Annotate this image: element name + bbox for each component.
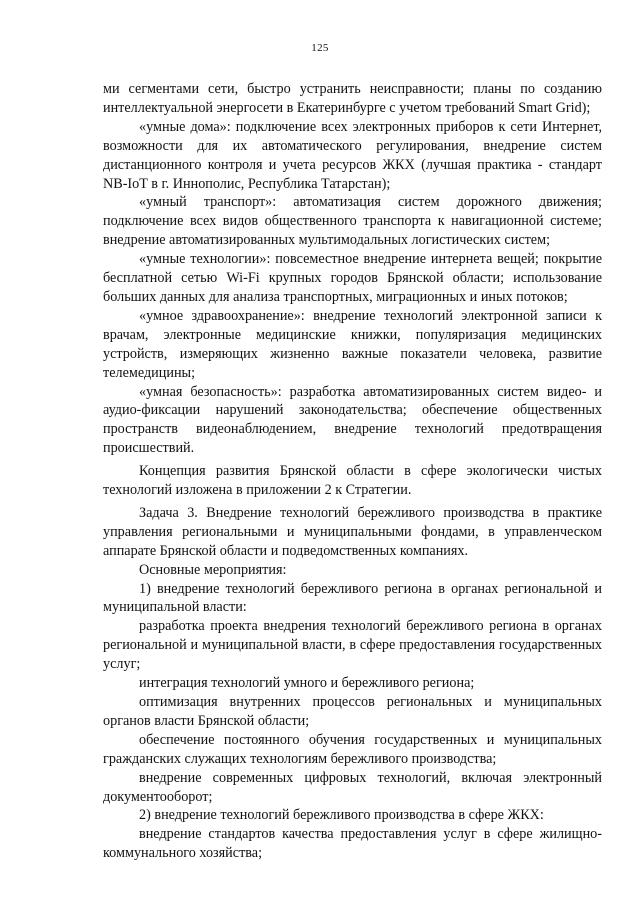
list-item-integration: интеграция технологий умного и бережливого региона; [139, 675, 475, 692]
page-body [103, 80, 602, 863]
list-item-digital: внедрение современных цифровых технологий, включая электронный документооборот; [103, 769, 602, 805]
paragraph-smart-healthcare: «умное здравоохранение»: внедрение технологий электронной записи к врачам, электронные медицинские книжки, популяризация медицинских устройств, измеряющих жизненно важные показатели человека, развитие телемедицины; [103, 307, 602, 381]
paragraph-smart-grid-continuation: ми сегментами сети, быстро устранить неисправности; планы по созданию интеллектуальной энергосети в Екатеринбурге с учетом требований Smart Grid); [103, 81, 602, 116]
page-number: 125 [311, 42, 329, 54]
paragraph-smart-technologies: «умные технологии»: повсеместное внедрение интернета вещей; покрытие бесплатной сетью Wi-Fi крупных городов Брянской области; использование больших данных для анализа транспортных, миграционных и иных потоков; [103, 251, 602, 305]
paragraph-smart-homes: «умные дома»: подключение всех электронных приборов к сети Интернет, возможности для их автоматического регулирования, внедрение систем дистанционного контроля и учета ресурсов ЖКХ (лучшая практика - стандарт NB-IoT в г. Иннополис, Республика Татарстан); [103, 118, 602, 192]
paragraph-smart-transport: «умный транспорт»: автоматизация систем дорожного движения; подключение всех видов общественного транспорта к навигационной системе; внедрение автоматизированных мультимодальных логистических систем; [103, 194, 602, 249]
list-item-optimization: оптимизация внутренних процессов региональных и муниципальных органов власти Брянской области; [103, 694, 602, 729]
list-item-lean-housing: 2) внедрение технологий бережливого производства в сфере ЖКХ: [139, 807, 544, 824]
paragraph-smart-security: «умная безопасность»: разработка автоматизированных систем видео- и аудио-фиксации нарушений законодательства; обеспечение общественных пространств видеонаблюдением, внедрение технологий предотвращения происшествий. [103, 383, 602, 457]
list-item-lean-region: 1) внедрение технологий бережливого региона в органах региональной и муниципальной власти: [103, 580, 602, 616]
list-item-quality-standards: внедрение стандартов качества предоставления услуг в сфере жилищно-коммунального хозяйства; [103, 826, 602, 862]
paragraph-task-3: Задача 3. Внедрение технологий бережливого производства в практике управления региональными и муниципальными фондами, в управленческом аппарате Брянской области и подведомственных компаниях. [103, 504, 602, 559]
paragraph-main-activities: Основные мероприятия: [139, 561, 287, 578]
paragraph-ecology-concept: Концепция развития Брянской области в сфере экологически чистых технологий изложена в приложении 2 к Стратегии. [103, 463, 602, 499]
list-item-lean-project: разработка проекта внедрения технологий бережливого региона в органах региональной и муниципальной власти, в сфере предоставления государственных услуг; [103, 618, 602, 673]
list-item-training: обеспечение постоянного обучения государственных и муниципальных гражданских служащих технологиям бережливого производства; [103, 731, 602, 767]
